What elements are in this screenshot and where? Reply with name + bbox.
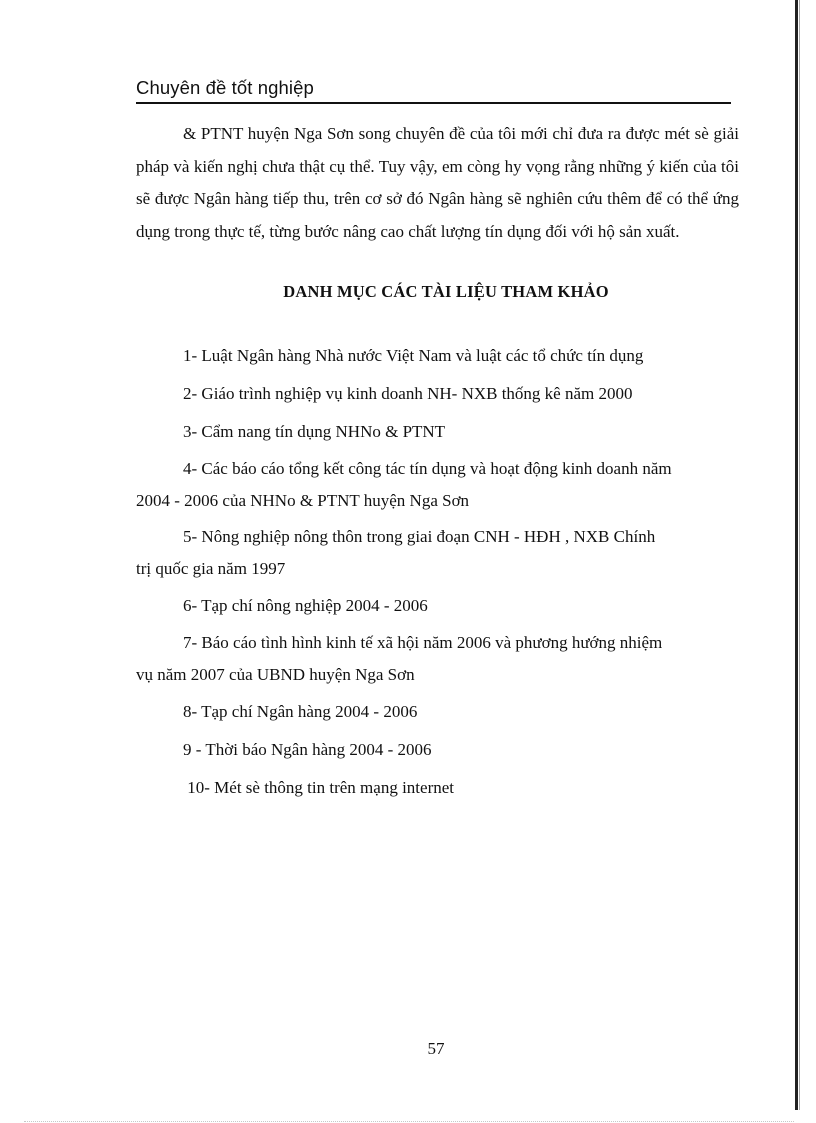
header-rule xyxy=(136,102,731,104)
reference-text: 6- Tạp chí nông nghiệp 2004 - 2006 xyxy=(183,596,428,615)
reference-item xyxy=(136,416,736,448)
reference-item xyxy=(136,453,736,516)
body-paragraph xyxy=(136,118,739,248)
page-edge-shadow xyxy=(795,0,798,1110)
reference-item xyxy=(136,772,736,804)
reference-item xyxy=(136,590,736,622)
reference-text: 5- Nông nghiệp nông thôn trong giai đoạn CNH - HĐH , NXB Chính xyxy=(183,527,656,546)
reference-item xyxy=(136,734,736,766)
reference-item xyxy=(136,340,736,372)
reference-item xyxy=(136,696,736,728)
reference-text: 1- Luật Ngân hàng Nhà nước Việt Nam và luật các tổ chức tín dụng xyxy=(183,346,644,365)
reference-item xyxy=(136,378,736,410)
page-number: 57 xyxy=(427,1039,445,1058)
reference-text: 4- Các báo cáo tổng kết công tác tín dụng và hoạt động kinh doanh năm xyxy=(183,459,672,478)
reference-text-continued: vụ năm 2007 của UBND huyện Nga Sơn xyxy=(136,664,415,684)
reference-text-continued: trị quốc gia năm 1997 xyxy=(136,558,286,578)
reference-text: 3- Cẩm nang tín dụng NHNo & PTNT xyxy=(183,422,446,441)
page-edge-line xyxy=(799,0,800,1110)
reference-text: 8- Tạp chí Ngân hàng 2004 - 2006 xyxy=(183,702,418,721)
reference-text: 2- Giáo trình nghiệp vụ kinh doanh NH- NXB thống kê năm 2000 xyxy=(183,384,633,403)
references-heading: DANH MỤC CÁC TÀI LIỆU THAM KHẢO xyxy=(283,282,609,301)
page-bottom-edge xyxy=(24,1121,794,1122)
reference-item xyxy=(136,627,736,690)
paragraph-text: & PTNT huyện Nga Sơn song chuyên đề của tôi mới chỉ đưa ra được mét sè giải pháp và kiến nghị chưa thật cụ thể. Tuy vậy, em còng hy vọng rằng những ý kiến của tôi sẽ được Ngân hàng tiếp thu, trên cơ sở đó Ngân hàng sẽ nghiên cứu thêm để có thể ứng dụng trong thực tế, từng bước nâng cao chất lượng tín dụng đối với hộ sản xuất. xyxy=(136,124,739,241)
reference-item xyxy=(136,521,736,584)
reference-text: 10- Mét sè thông tin trên mạng internet xyxy=(183,778,454,797)
running-header: Chuyên đề tốt nghiệp xyxy=(136,77,314,98)
reference-text: 7- Báo cáo tình hình kinh tế xã hội năm 2006 và phương hướng nhiệm xyxy=(183,633,663,652)
reference-text-continued: 2004 - 2006 của NHNo & PTNT huyện Nga Sơn xyxy=(136,490,470,510)
reference-text: 9 - Thời báo Ngân hàng 2004 - 2006 xyxy=(183,740,432,759)
